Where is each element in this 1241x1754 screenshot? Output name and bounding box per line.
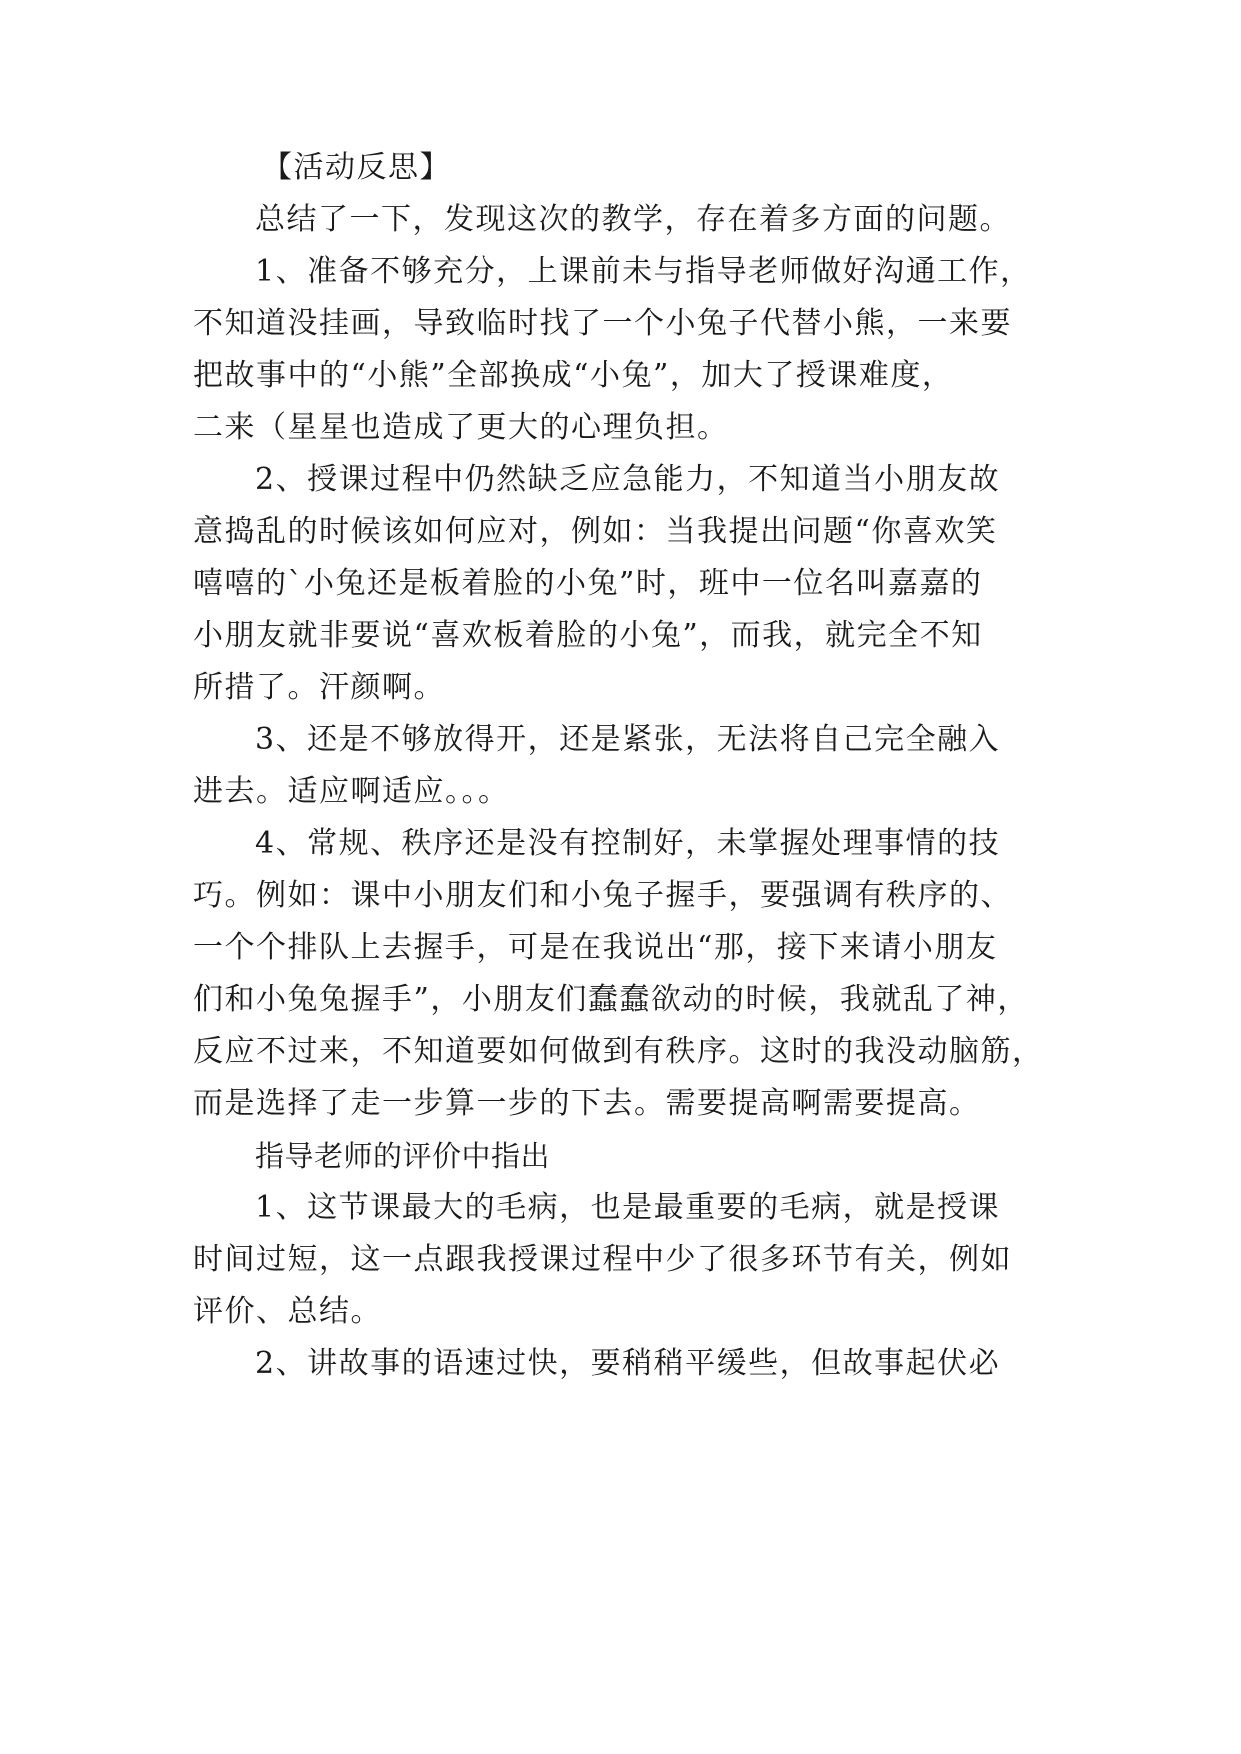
paragraph-line: 4、常规、秩序还是没有控制好，未掌握处理事情的技 [255, 826, 1001, 861]
section-heading: 【活动反思】 [262, 150, 451, 185]
paragraph-line: 1、这节课最大的毛病，也是最重要的毛病，就是授课 [255, 1190, 1001, 1225]
paragraph-line: 评价、总结。 [193, 1294, 382, 1329]
paragraph-line: 嘻嘻的`小兔还是板着脸的小兔”时，班中一位名叫嘉嘉的 [193, 566, 983, 601]
paragraph-line: 们和小兔兔握手”，小朋友们蠢蠢欲动的时候，我就乱了神， [193, 982, 1029, 1017]
paragraph-line: 把故事中的“小熊”全部换成“小兔”，加大了授课难度， [193, 358, 954, 393]
paragraph-line: 小朋友就非要说“喜欢板着脸的小兔”，而我，就完全不知 [193, 618, 983, 653]
paragraph-line: 巧。例如：课中小朋友们和小兔子握手，要强调有秩序的、 [193, 878, 1012, 913]
paragraph-line: 不知道没挂画，导致临时找了一个小兔子代替小熊，一来要 [193, 306, 1012, 341]
paragraph-line: 2、授课过程中仍然缺乏应急能力，不知道当小朋友故 [255, 462, 1001, 497]
subheading-line: 指导老师的评价中指出 [255, 1139, 551, 1173]
paragraph-line: 一个个排队上去握手，可是在我说出“那，接下来请小朋友 [193, 930, 998, 965]
paragraph-line: 总结了一下，发现这次的教学，存在着多方面的问题。 [255, 202, 1011, 237]
paragraph-line: 二来（星星也造成了更大的心理负担。 [193, 410, 729, 445]
paragraph-line: 1、准备不够充分，上课前未与指导老师做好沟通工作， [255, 254, 1032, 289]
paragraph-line: 所措了。汗颜啊。 [193, 670, 445, 705]
paragraph-line: 而是选择了走一步算一步的下去。需要提高啊需要提高。 [193, 1086, 981, 1121]
paragraph-line: 时间过短，这一点跟我授课过程中少了很多环节有关，例如 [193, 1242, 1012, 1277]
paragraph-line: 意捣乱的时候该如何应对，例如：当我提出问题“你喜欢笑 [193, 514, 998, 549]
paragraph-line: 2、讲故事的语速过快，要稍稍平缓些，但故事起伏必 [255, 1346, 1001, 1381]
paragraph-line: 反应不过来，不知道要如何做到有秩序。这时的我没动脑筋， [193, 1034, 1044, 1069]
paragraph-line: 3、还是不够放得开，还是紧张，无法将自己完全融入 [255, 722, 1001, 757]
paragraph-line: 进去。适应啊适应。。。 [193, 774, 510, 809]
